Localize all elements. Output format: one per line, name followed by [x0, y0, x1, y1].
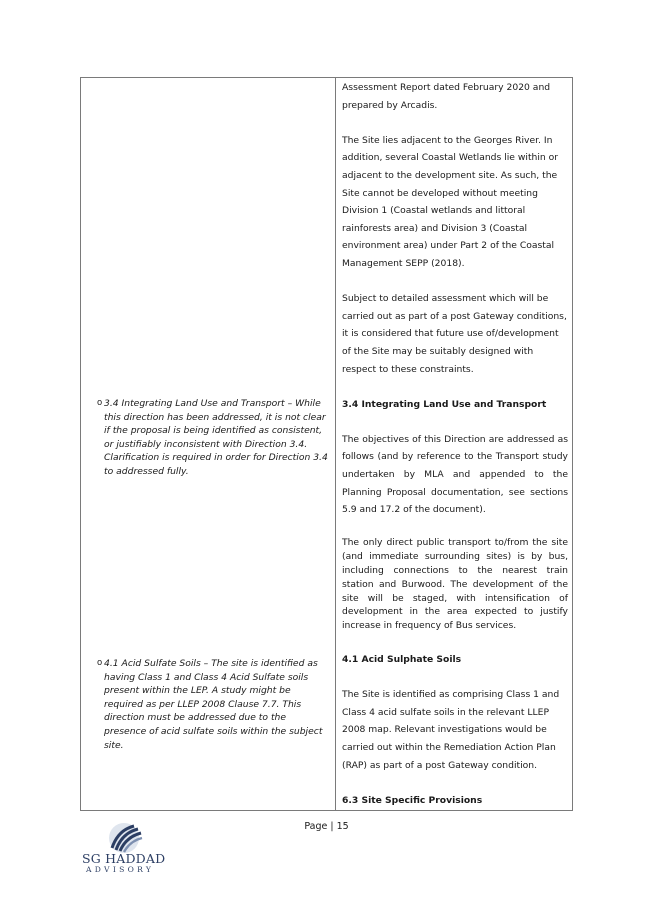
list-item-text: 3.4 Integrating Land Use and Transport – While this direction has been addressed, it is not clear if the proposal is being identified as consistent, or justifiably inconsistent with Direction 3.4. Clarification is required in order for Direction 3.4 to addressed fully. — [104, 398, 328, 477]
paragraph-coastal: The Site lies adjacent to the Georges River. In addition, several Coastal Wetlands lie within or adjacent to the development site. As such, the Site cannot be developed without meeting Division 1 (Coastal wetlands and littoral rainforests area) and Division 3 (Coastal environment area) under Part 2 of the Coastal Management SEPP (2018). — [342, 134, 559, 269]
paragraph-arcadis: Assessment Report dated February 2020 and prepared by Arcadis. — [342, 82, 551, 111]
column-divider — [335, 77, 336, 811]
list-item-acid-sulfate — [97, 657, 329, 752]
right-column — [342, 79, 568, 809]
list-item-transport — [97, 397, 329, 479]
paragraph-constraints: Subject to detailed assessment which will be carried out as part of a post Gateway conditions, it is considered that future use of/development of the Site may be suitably designed with respect to these constraints. — [342, 293, 567, 375]
list-item-text: 4.1 Acid Sulfate Soils – The site is identified as having Class 1 and Class 4 Acid Sulfate soils present within the LEP. A study might be required as per LLEP 2008 Clause 7.7. This direction must be addressed due to the presence of acid sulfate soils within the subject site. — [104, 658, 323, 751]
logo-name: SG HADDAD — [82, 851, 166, 866]
heading-site-specific: 6.3 Site Specific Provisions — [342, 794, 483, 806]
paragraph-acid-sulphate: The Site is identified as comprising Class 1 and Class 4 acid sulfate soils in the relevant LLEP 2008 map. Relevant investigations would be carried out within the Remediation Action Plan (RAP) as part of a post Gateway condition. — [342, 689, 560, 771]
page-number: Page | 15 — [304, 821, 349, 832]
bullet-icon: o — [97, 658, 103, 668]
heading-acid-sulphate: 4.1 Acid Sulphate Soils — [342, 654, 462, 666]
paragraph-transport-objectives: The objectives of this Direction are addressed as follows (and by reference to the Transport study undertaken by MLA and appended to the Planning Proposal documentation, see sections 5.9 and 17.2 of the document). — [342, 433, 568, 516]
paragraph-public-transport: The only direct public transport to/from the site (and immediate surrounding sites) is by bus, including connections to the nearest train station and Burwood. The development of the site will be staged, with intensification of development in the area expected to justify increase in frequency of Bus services. — [342, 537, 568, 632]
heading-transport: 3.4 Integrating Land Use and Transport — [342, 398, 547, 410]
bullet-icon: o — [97, 398, 103, 408]
logo-subtitle: ADVISORY — [86, 865, 155, 874]
